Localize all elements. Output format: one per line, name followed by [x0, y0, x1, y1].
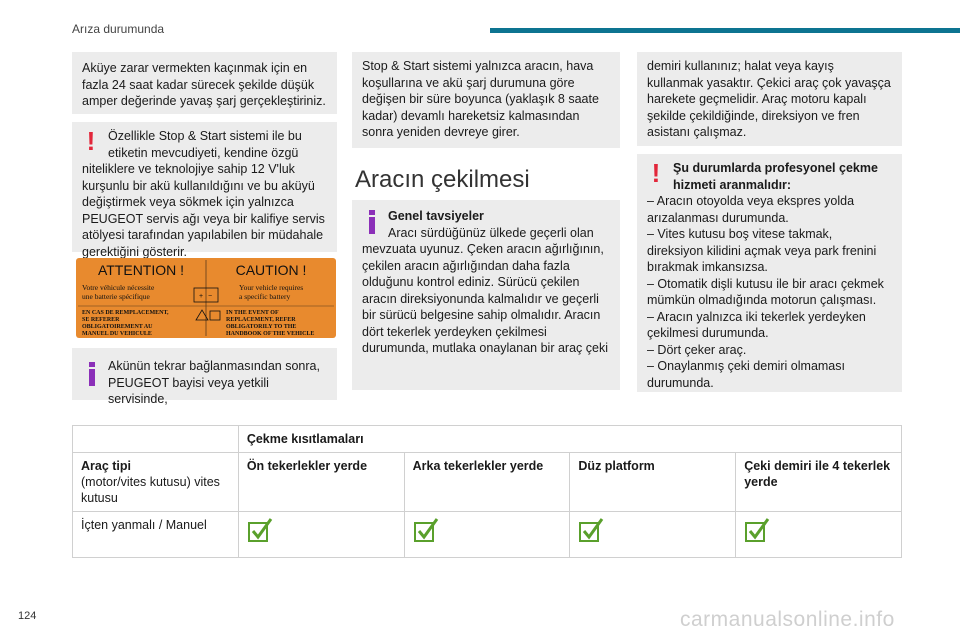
warning-line-1: Özellikle Stop & Start sistemi ile bu — [108, 129, 302, 143]
battery-caution-label-image — [76, 258, 336, 338]
professional-towing-warning — [637, 154, 902, 392]
svg-text:−: − — [208, 293, 213, 300]
label-fr-line-6: MANUEL DU VEHICULE — [82, 331, 152, 337]
vehicle-type-header — [73, 453, 239, 512]
general-advice-info — [352, 200, 620, 390]
column-header: Ön tekerlekler yerde — [238, 453, 404, 512]
label-fr-line-2: une batterie spécifique — [82, 292, 150, 301]
battery-charge-text: Aküye zarar vermekten kaçınmak için en fazla 24 saat kadar sürecek şekilde düşük amper değerinde yavaş şarj gerçekleştiriniz. — [82, 61, 326, 108]
column-header: Düz platform — [570, 453, 736, 512]
warning-exclamation-icon: ! — [651, 158, 661, 188]
header-accent-bar — [490, 28, 960, 33]
label-fr-line-1: Votre véhicule nécessite — [82, 283, 155, 292]
stop-start-note — [352, 52, 620, 148]
label-fr-line-5: OBLIGATOIREMENT AU — [82, 324, 153, 330]
list-item: – Aracın yalnızca iki tekerlek yerdeyken çekilmesi durumunda. — [647, 309, 866, 340]
professional-towing-title: Şu durumlarda profesyonel çekme hizmeti aranmalıdır: — [673, 161, 878, 192]
vehicle-type-label: Araç tipi — [81, 459, 132, 473]
tow-bar-note — [637, 52, 902, 146]
stop-start-warning — [72, 122, 337, 259]
check-cell — [736, 512, 902, 558]
battery-reconnect-info — [72, 348, 337, 406]
column-header: Çeki demiri ile 4 tekerlek yerde — [736, 453, 902, 512]
checkmark-icon — [247, 517, 275, 543]
general-advice-text: mevzuata uyunuz. Çeken aracın ağırlığının, çekilen aracın ağırlığından daha fazla olduğunu kontrol ediniz. Sürücü çekilen aracın direksiyonunda kalmalıdır ve geçerli bir sürücü belgesine sahip olmalıdır. Aracın dört tekerlek yerdeyken çekilmesi durumunda, mutlaka onaylanan bir araç çeki — [362, 242, 608, 355]
table-title: Çekme kısıtlamaları — [238, 426, 901, 453]
label-en-line-1: Your vehicle requires — [239, 283, 304, 292]
section-title: Aracın çekilmesi — [355, 166, 530, 193]
table-row — [73, 512, 902, 558]
list-item: – Otomatik dişli kutusu ile bir aracı çekmek mümkün olmadığında motorun çalışması. — [647, 276, 884, 307]
info-icon — [368, 210, 376, 234]
general-advice-title: Genel tavsiyeler — [388, 209, 484, 223]
page-header-title: Arıza durumunda — [72, 22, 165, 36]
stop-start-text: Stop & Start sistemi yalnızca aracın, hava koşullarına ve akü şarj durumuna göre değişen bir süre boyunca (yaklaşık 8 saate kadar) devamlı hareketsiz kalmasından sonra yeniden devreye girer. — [362, 59, 599, 139]
attention-heading: ATTENTION ! — [97, 262, 185, 278]
warning-exclamation-icon: ! — [86, 126, 96, 156]
towing-restrictions-table — [72, 425, 902, 558]
label-en-line-6: HANDBOOK OF THE VEHICLE — [226, 331, 315, 337]
table-header-row — [73, 453, 902, 512]
list-item: – Aracın otoyolda veya ekspres yolda arızalanması durumunda. — [647, 194, 855, 225]
checkmark-icon — [413, 517, 441, 543]
column-header: Arka tekerlekler yerde — [404, 453, 570, 512]
page-number: 124 — [18, 610, 37, 622]
table-title-row — [73, 426, 902, 453]
svg-text:+: + — [199, 293, 204, 300]
check-cell — [238, 512, 404, 558]
check-cell — [570, 512, 736, 558]
watermark: carmanualsonline.info — [680, 608, 895, 631]
reconnect-line-1: Akünün tekrar bağlanmasından sonra, — [108, 359, 320, 373]
checkmark-icon — [744, 517, 772, 543]
label-en-line-2: a specific battery — [239, 292, 291, 301]
reconnect-line-2: PEUGEOT bayisi veya yetkili servisinde, — [108, 375, 269, 406]
battery-charge-note — [72, 52, 337, 114]
warning-line-2: etiketin mevcudiyeti, kendine özgü — [108, 145, 299, 160]
caution-heading: CAUTION ! — [235, 262, 307, 278]
label-en-line-5: OBLIGATORILY TO THE — [226, 324, 297, 330]
tow-bar-text: demiri kullanınız; halat veya kayış kullanmak yasaktır. Çekici araç çok yavaşça harekete geçmelidir. Araç motoru kapalı şekilde çekildiğinde, direksiyon ve fren asistanı çalışmaz. — [647, 59, 891, 139]
vehicle-type-sublabel: (motor/vites kutusu) vites kutusu — [81, 475, 220, 505]
label-en-line-4: REPLACEMENT, REFER — [226, 317, 296, 323]
label-fr-line-3: EN CAS DE REMPLACEMENT, — [82, 310, 169, 316]
checkmark-icon — [578, 517, 606, 543]
label-en-line-3: IN THE EVENT OF — [226, 310, 279, 316]
warning-text: niteliklere ve teknolojiye sahip 12 V'luk kurşunlu bir akü kullanıldığını ve bu aküyü değiştirmek veya sökmek için yalnızca PEUGEOT servis ağı veya bir kalifiye servis atölyesi tarafından yapılabilen bir müdahale gerektiğini gösterir. — [82, 162, 325, 259]
general-advice-line-1: Aracı sürdüğünüz ülkede geçerli olan — [388, 225, 594, 240]
row-label: İçten yanmalı / Manuel — [73, 512, 239, 558]
info-icon — [88, 362, 96, 386]
list-item: – Dört çeker araç. — [647, 342, 747, 357]
label-fr-line-4: SE REFERER — [82, 317, 120, 323]
list-item: – Vites kutusu boş vitese takmak, direksiyon kilidini açmak veya park frenini bırakmak imkansızsa. — [647, 227, 877, 274]
check-cell — [404, 512, 570, 558]
list-item: – Onaylanmış çeki demiri olmaması durumunda. — [647, 359, 845, 390]
